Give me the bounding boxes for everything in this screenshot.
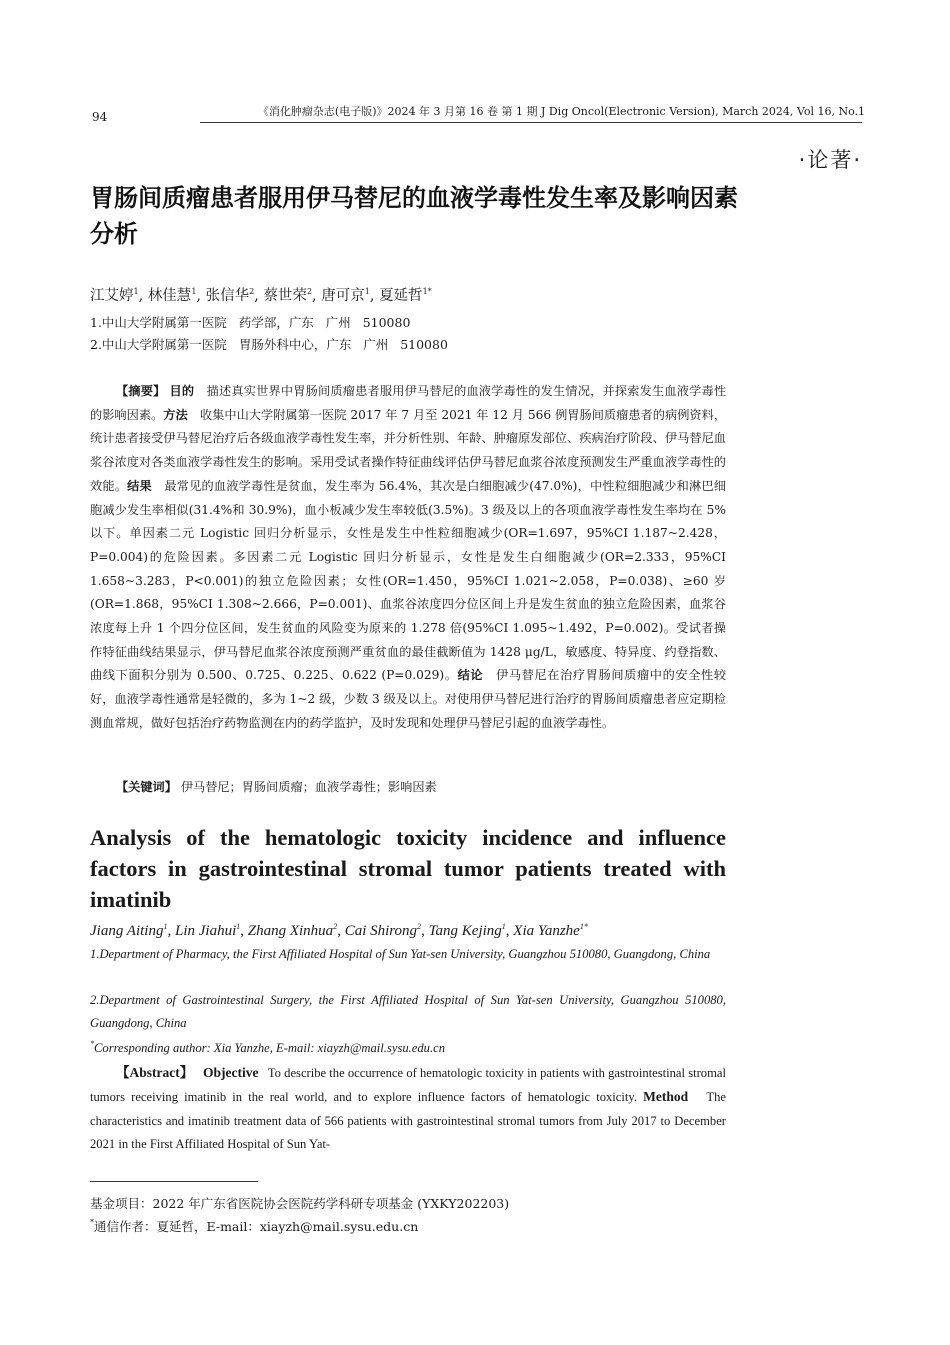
author-affiliation-mark: 1 bbox=[133, 287, 139, 296]
purpose-text: 描述真实世界中胃肠间质瘤患者服用伊马替尼的血液学毒性的发生情况，并探索发生血液学毒性的影响因素。 bbox=[90, 384, 727, 422]
chinese-authors: 江艾婷$^1$, 林佳慧$^1$, 张信华$^2$, 蔡世荣$^2$, 唐可京$^1$, 夏延哲$^{1*}$ bbox=[90, 287, 432, 304]
page-number: 94 bbox=[92, 110, 108, 124]
chinese-keywords bbox=[116, 777, 437, 797]
english-abstract bbox=[90, 1061, 726, 1156]
author-affiliation-mark: 1 bbox=[163, 922, 168, 931]
abstract-label: 【摘要】 bbox=[116, 384, 166, 398]
result-text: 最常见的血液学毒性是贫血，发生率为 56.4%，其次是白细胞减少(47.0%)，中性粒细胞减少和淋巴细胞减少发生率相似(31.4%和 30.9%)，血小板减少发生率较低(3.5%)。3 级及以上的各项血液学毒性发生率均在 5%以下。单因素二元 Logistic 回归分析显示，女性是发生中性粒细胞减少(OR=1.697，95%CI 1.187~2.428，P=0.004)的危险因素。多因素二元 Logistic 回归分析显示，女性是发生白细胞减少(OR=2.333，95%CI 1.658~3.283，P<0.001)的独立危险因素；女性(OR=1.450，95%CI 1.021~2.058，P=0.038)、≥60 岁(OR=1.868，95%CI 1.308~2.666，P=0.001)、血浆谷浓度四分位区间上升是发生贫血的独立危险因素，血浆谷浓度每上升 1 个四分位区间，发生贫血的风险变为原来的 1.278 倍(95%CI 1.095~1.492，P=0.002)。受试者操作特征曲线结果显示，伊马替尼血浆谷浓度预测严重贫血的最佳截断值为 1428 μg/L，敏感度、特异度、约登指数、曲线下面积分别为 0.500、0.725、0.225、0.622 (P=0.029)。 bbox=[90, 478, 727, 683]
author-affiliation-mark: 2 bbox=[249, 287, 255, 296]
footnote-rule bbox=[90, 1181, 258, 1182]
objective-label: Objective bbox=[202, 1065, 259, 1080]
chinese-title: 胃肠间质瘤患者服用伊马替尼的血液学毒性发生率及影响因素分析 bbox=[90, 184, 738, 248]
result-label: 结果 bbox=[127, 478, 152, 493]
corresponding-mark: * bbox=[90, 1218, 94, 1227]
method-text: The characteristics and imatinib treatment data of 566 patients with gastrointestinal stromal tumors from July 2017 to December 2021 in the First Affiliated Hospital of Sun Yat- bbox=[90, 1090, 727, 1151]
footnote-corresponding bbox=[90, 1218, 418, 1236]
header-rule bbox=[200, 122, 862, 123]
english-affiliation: 1.Department of Pharmacy, the First Affiliated Hospital of Sun Yat-sen University, Guangzhou 510080, Guangdong, China bbox=[90, 947, 711, 961]
chinese-abstract bbox=[90, 380, 726, 736]
running-header: 《消化肿瘤杂志(电子版)》2024 年 3 月第 16 卷 第 1 期 J Dig Oncol(Electronic Version), March 2024, Vol 16, No.1 bbox=[257, 105, 865, 118]
conclusion-label: 结论 bbox=[457, 668, 484, 683]
footnote-corresponding-text: 通信作者：夏延哲，E-mail：xiayzh@mail.sysu.edu.cn bbox=[94, 1219, 419, 1234]
corresponding-mark: * bbox=[90, 1039, 94, 1048]
chinese-affiliation: 1.中山大学附属第一医院 药学部，广东 广州 510080 bbox=[90, 315, 411, 330]
author-affiliation-mark: 1* bbox=[422, 287, 432, 296]
footnote-funding: 基金项目：2022 年广东省医院协会医院药学科研专项基金 (YXKY202203) bbox=[90, 1196, 510, 1211]
author-affiliation-mark: 1 bbox=[236, 922, 241, 931]
author-name: 唐可京 bbox=[321, 288, 365, 304]
author-name: 夏延哲 bbox=[379, 288, 423, 304]
corresponding-text: Corresponding author: Xia Yanzhe, E-mail: xiayzh@mail.sysu.edu.cn bbox=[94, 1041, 446, 1055]
conclusion-text: 伊马替尼在治疗胃肠间质瘤中的安全性较好，血液学毒性通常是轻微的，多为 1~2 级，少数 3 级及以上。对使用伊马替尼进行治疗的胃肠间质瘤患者应定期检测血常规，做好包括治疗药物监测在内的药学监护，及时发现和处理伊马替尼引起的血液学毒性。 bbox=[90, 668, 727, 730]
purpose-label: 目的 bbox=[169, 384, 195, 398]
english-title: Analysis of the hematologic toxicity incidence and influence factors in gastrointestinal stromal tumor patients treated with imatinib bbox=[90, 825, 726, 912]
author-name: Tang Kejing bbox=[428, 923, 502, 939]
author-name: Lin Jiahui bbox=[174, 923, 237, 939]
author-name: Jiang Aiting bbox=[90, 923, 164, 939]
author-name: 林佳慧 bbox=[147, 288, 192, 304]
english-corresponding-author bbox=[90, 1038, 445, 1058]
author-affiliation-mark: 1* bbox=[579, 922, 588, 931]
chinese-affiliation: 2.中山大学附属第一医院 胃肠外科中心，广东 广州 510080 bbox=[90, 337, 448, 352]
author-affiliation-mark: 1 bbox=[191, 287, 197, 296]
abstract-label: 【Abstract】 bbox=[116, 1065, 194, 1080]
english-authors: Jiang Aiting$^1$, Lin Jiahui$^1$, Zhang Xinhua$^2$, Cai Shirong$^2$, Tang Kejing$^1$, Xia Yanzhe$^{1*}$ bbox=[90, 922, 588, 939]
author-affiliation-mark: 2 bbox=[417, 922, 422, 931]
author-name: 江艾婷 bbox=[90, 288, 134, 304]
author-affiliation-mark: 1 bbox=[501, 922, 506, 931]
author-name: Zhang Xinhua bbox=[247, 923, 334, 939]
english-affiliation: 2.Department of Gastrointestinal Surgery, the First Affiliated Hospital of Sun Yat-sen University, Guangzhou 510080, Guangdong, China bbox=[90, 993, 726, 1030]
author-name: 张信华 bbox=[205, 288, 250, 304]
author-name: Cai Shirong bbox=[344, 923, 418, 939]
method-label: Method bbox=[643, 1089, 689, 1105]
keywords-text: 伊马替尼；胃肠间质瘤；血液学毒性；影响因素 bbox=[180, 780, 437, 794]
author-name: Xia Yanzhe bbox=[513, 923, 580, 939]
objective-text: To describe the occurrence of hematologic toxicity in patients with gastrointestinal stromal tumors receiving imatinib in the real world, and to explore influence factors of hematologic toxicity. bbox=[90, 1066, 726, 1105]
section-label: ·论著· bbox=[798, 148, 862, 172]
author-affiliation-mark: 2 bbox=[306, 287, 313, 296]
method-text: 收集中山大学附属第一医院 2017 年 7 月至 2021 年 12 月 566 例胃肠间质瘤患者的病例资料，统计患者接受伊马替尼治疗后各级血液学毒性发生率，并分析性别、年龄、肿瘤原发部位、疾病治疗阶段、伊马替尼血浆谷浓度对各类血液学毒性发生的影响。采用受试者操作特征曲线评估伊马替尼血浆谷浓度预测发生严重血液学毒性的效能。 bbox=[90, 407, 727, 493]
keywords-label: 【关键词】 bbox=[116, 780, 177, 794]
author-name: 蔡世荣 bbox=[263, 288, 307, 304]
method-label: 方法 bbox=[163, 407, 188, 422]
author-affiliation-mark: 2 bbox=[333, 922, 338, 931]
author-affiliation-mark: 1 bbox=[364, 287, 370, 296]
